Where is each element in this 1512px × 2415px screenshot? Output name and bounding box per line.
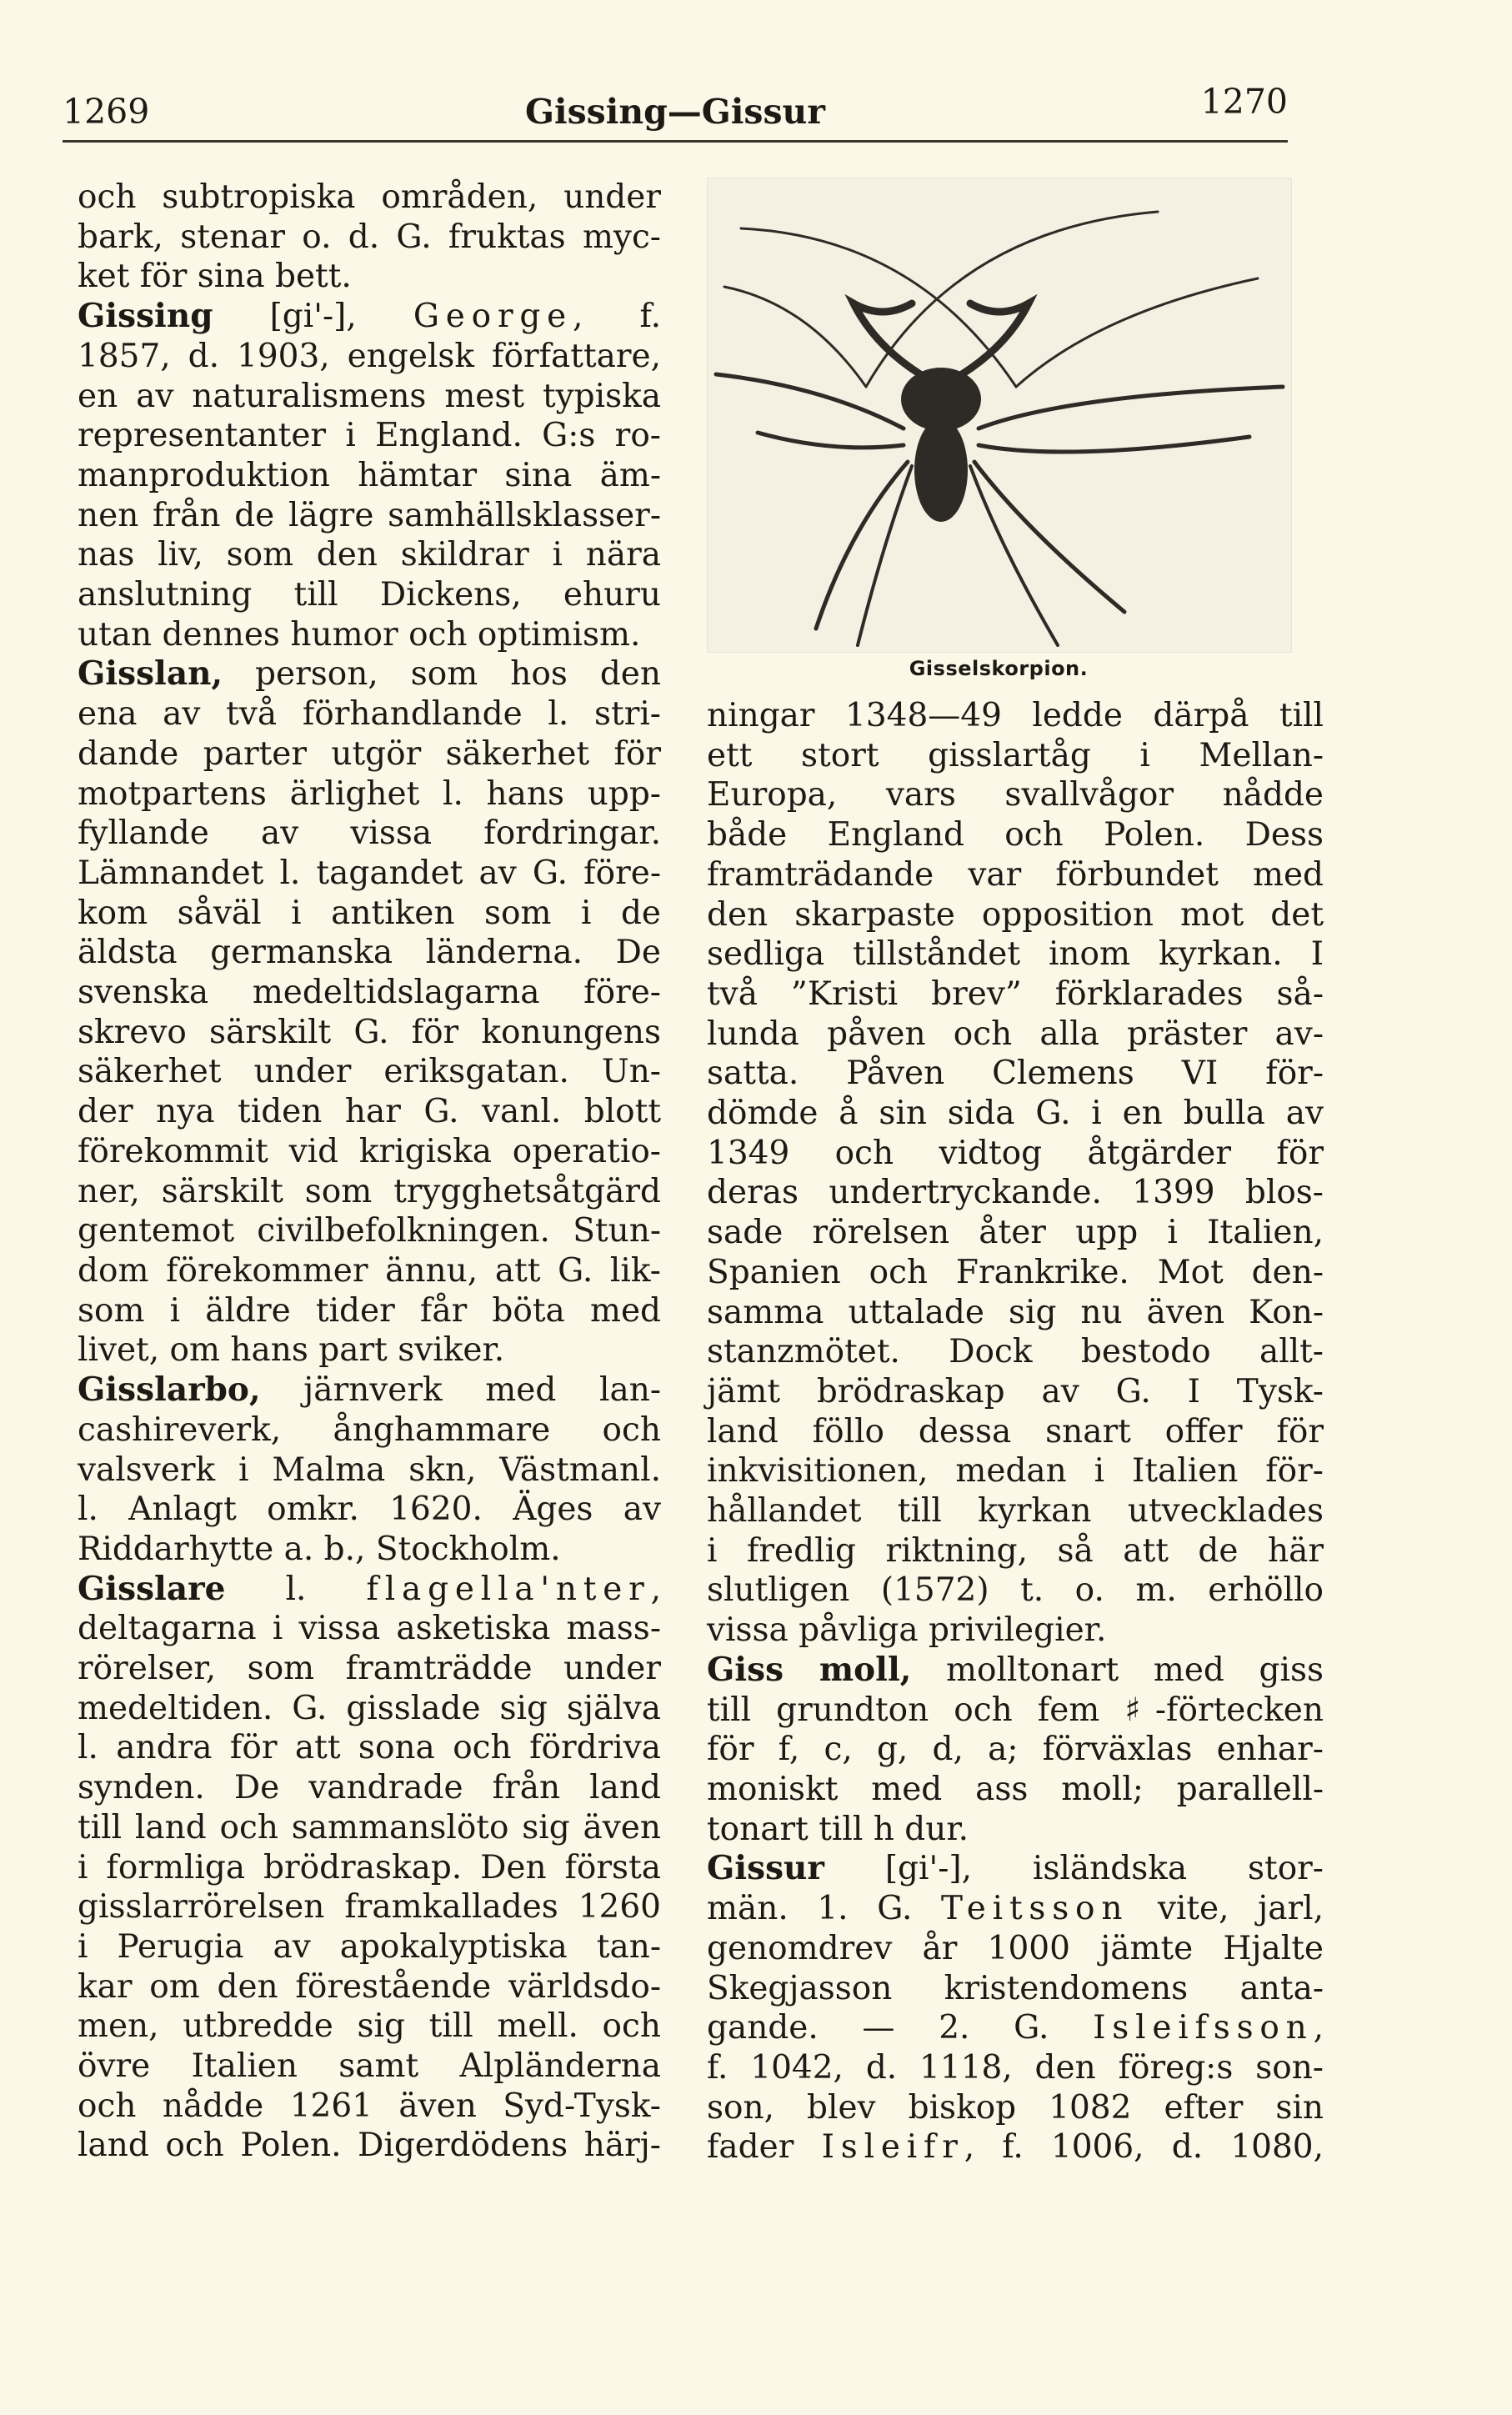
- line-text: ett stort gisslartåg i Mellan-: [707, 736, 1324, 774]
- line-text: bark, stenar o. d. G. fruktas myc-: [78, 218, 661, 256]
- line-text: dom förekommer ännu, att G. lik-: [78, 1251, 661, 1290]
- line-text: gande. — 2. G.: [707, 2009, 1094, 2047]
- line-text: sade rörelsen åter upp i Italien,: [707, 1214, 1324, 1252]
- text-line: [707, 1969, 1324, 2009]
- text-line: [707, 2008, 1324, 2048]
- line-text: kar om den förestående världsdo-: [78, 1967, 661, 2006]
- text-line: [707, 2088, 1324, 2128]
- line-text: jämt brödraskap av G. I Tysk-: [707, 1372, 1324, 1410]
- line-text: representanter i England. G:s ro-: [78, 417, 661, 455]
- text-line: [78, 1251, 661, 1291]
- line-text: förekommit vid krigiska operatio-: [78, 1132, 661, 1170]
- line-tail: , f.: [573, 298, 661, 336]
- text-line: [78, 694, 661, 734]
- text-line: [707, 975, 1324, 1015]
- entry-headword: Gisslarbo,: [78, 1370, 261, 1410]
- right-column: [707, 696, 1324, 2167]
- line-text: gentemot civilbefolkningen. Stun-: [78, 1212, 661, 1250]
- line-text: l. andra för att sona och fördriva: [78, 1729, 661, 1767]
- line-text: [gi'-],: [213, 298, 413, 336]
- text-line: [78, 1848, 661, 1888]
- line-text: motpartens ärlighet l. hans upp-: [78, 774, 661, 813]
- line-text: satta. Påven Clemens VI för-: [707, 1055, 1324, 1093]
- line-text: nen från de lägre samhällsklasser-: [78, 496, 661, 534]
- line-text: hållandet till kyrkan utvecklades: [707, 1492, 1324, 1531]
- whip-scorpion-illustration: [708, 178, 1291, 652]
- line-text: vissa påvliga privilegier.: [707, 1611, 1107, 1650]
- line-text: Lämnandet l. tagandet av G. före-: [78, 854, 661, 892]
- left-column: [78, 178, 661, 2166]
- text-line: [78, 1013, 661, 1053]
- text-line: [707, 1849, 1324, 1889]
- line-text: till grundton och fem ♯-förtecken: [707, 1691, 1324, 1729]
- text-line: [707, 1491, 1324, 1531]
- line-text: en av naturalismens mest typiska: [78, 377, 661, 415]
- text-line: [78, 218, 661, 258]
- line-text: cashireverk, ånghammare och: [78, 1410, 661, 1449]
- line-text: nas liv, som den skildrar i nära: [78, 536, 661, 574]
- text-line: [78, 416, 661, 456]
- line-tail: ,: [650, 1570, 661, 1608]
- text-line: [707, 934, 1324, 975]
- line-text: samma uttalade sig nu även Kon-: [707, 1293, 1324, 1331]
- line-text: Riddarhytte a. b., Stockholm.: [78, 1530, 561, 1568]
- line-text: i Perugia av apokalyptiska tan-: [78, 1927, 661, 1966]
- text-line: [78, 1410, 661, 1451]
- text-line: [707, 815, 1324, 855]
- line-text: stanzmötet. Dock bestodo allt-: [707, 1333, 1324, 1371]
- text-line: [78, 377, 661, 417]
- line-text: ningar 1348—49 ledde därpå till: [707, 697, 1324, 734]
- line-text: moniskt med ass moll; parallell-: [707, 1770, 1324, 1808]
- text-line: [78, 654, 661, 694]
- line-text: fyllande av vissa fordringar.: [78, 814, 661, 853]
- spaced-name: Isleifr: [821, 2128, 964, 2167]
- entry-headword: Gisslare: [78, 1569, 226, 1608]
- text-line: [707, 1173, 1324, 1213]
- text-line: [78, 575, 661, 615]
- line-text: utan dennes humor och optimism.: [78, 615, 641, 654]
- line-text: äldsta germanska länderna. De: [78, 934, 661, 972]
- text-line: [707, 696, 1324, 736]
- line-text: Skegjasson kristendomens anta-: [707, 1969, 1324, 2007]
- running-header: [63, 82, 1288, 143]
- line-text: Spanien och Frankrike. Mot den-: [707, 1253, 1324, 1291]
- text-line: [707, 1810, 1324, 1850]
- line-text: l.: [225, 1570, 367, 1608]
- text-line: [707, 1531, 1324, 1571]
- entry-headword: Gissur: [707, 1849, 824, 1888]
- text-line: [78, 1967, 661, 2007]
- running-title: Gissing—Gissur: [525, 92, 825, 132]
- spaced-name: Teitsson: [941, 1890, 1129, 1928]
- line-text: i formliga brödraskap. Den första: [78, 1848, 661, 1886]
- text-line: [78, 933, 661, 973]
- text-line: [707, 1611, 1324, 1651]
- text-line: [78, 1649, 661, 1689]
- text-line: [78, 1530, 661, 1570]
- text-line: [707, 1213, 1324, 1253]
- line-text: 1349 och vidtog åtgärder för: [707, 1134, 1324, 1172]
- text-line: [78, 774, 661, 814]
- line-text: manproduktion hämtar sina äm-: [78, 456, 661, 494]
- text-line: [78, 854, 661, 894]
- text-line: [707, 1929, 1324, 1969]
- text-line: [78, 1689, 661, 1729]
- text-line: [78, 1768, 661, 1808]
- line-text: tonart till h dur.: [707, 1810, 969, 1848]
- text-line: [707, 855, 1324, 895]
- line-text: ner, särskilt som trygghetsåtgärd: [78, 1172, 661, 1210]
- text-line: [78, 1808, 661, 1848]
- text-line: [78, 535, 661, 575]
- entry-headword: Giss moll,: [707, 1650, 912, 1689]
- line-text: molltonart med giss: [911, 1651, 1324, 1689]
- text-line: [78, 1451, 661, 1491]
- page-number-right: 1270: [1200, 82, 1288, 122]
- line-text: den skarpaste opposition mot det: [707, 895, 1324, 934]
- line-text: fader: [707, 2128, 822, 2167]
- text-line: [78, 1728, 661, 1768]
- line-text: valsverk i Malma skn, Västmanl.: [78, 1451, 661, 1489]
- spaced-name: flagella'nter: [366, 1570, 651, 1608]
- text-line: [707, 1571, 1324, 1611]
- line-text: f. 1042, d. 1118, den föreg:s son-: [707, 2048, 1324, 2087]
- line-text: för f, c, g, d, a; förväxlas enhar-: [707, 1731, 1324, 1769]
- line-text: l. Anlagt omkr. 1620. Äges av: [78, 1491, 661, 1529]
- line-text: rörelser, som framträdde under: [78, 1650, 661, 1688]
- line-text: som i äldre tider får böta med: [78, 1291, 661, 1330]
- figure-whip-scorpion: [707, 178, 1292, 653]
- line-text: säkerhet under eriksgatan. Un-: [78, 1053, 661, 1091]
- line-text: kom såväl i antiken som i de: [78, 894, 661, 932]
- text-line: [707, 1332, 1324, 1372]
- text-line: [78, 894, 661, 934]
- text-line: [78, 2007, 661, 2047]
- line-text: män. 1. G.: [707, 1890, 941, 1928]
- text-line: [78, 1927, 661, 1967]
- text-line: [78, 1490, 661, 1530]
- text-line: [78, 814, 661, 854]
- line-text: och nådde 1261 även Syd-Tysk-: [78, 2087, 661, 2125]
- line-text: ket för sina bett.: [78, 258, 352, 296]
- line-text: livet, om hans part sviker.: [78, 1331, 505, 1370]
- text-line: [78, 734, 661, 774]
- entry-headword: Gisslan,: [78, 654, 223, 694]
- text-line: [78, 337, 661, 377]
- text-line: [78, 1172, 661, 1212]
- text-line: [707, 895, 1324, 935]
- line-text: Europa, vars svallvågor nådde: [707, 776, 1324, 814]
- text-line: [78, 456, 661, 496]
- line-text: land och Polen. Digerdödens härj-: [78, 2127, 661, 2165]
- line-text: [gi'-], isländska stor-: [824, 1850, 1324, 1888]
- text-line: [707, 1691, 1324, 1731]
- spaced-name: George: [413, 298, 573, 336]
- line-text: son, blev biskop 1082 efter sin: [707, 2088, 1324, 2127]
- text-line: [707, 2048, 1324, 2088]
- line-text: land föllo dessa snart offer för: [707, 1412, 1324, 1451]
- line-text: skrevo särskilt G. för konungens: [78, 1013, 661, 1051]
- line-text: genomdrev år 1000 jämte Hjalte: [707, 1929, 1324, 1967]
- entry-headword: Gissing: [78, 297, 213, 336]
- text-line: [78, 1570, 661, 1610]
- line-text: sedliga tillståndet inom kyrkan. I: [707, 935, 1324, 974]
- text-line: [707, 1015, 1324, 1055]
- line-text: 1857, d. 1903, engelsk författare,: [78, 337, 661, 375]
- text-line: [78, 973, 661, 1013]
- text-line: [78, 257, 661, 297]
- text-line: [707, 1770, 1324, 1810]
- text-line: [707, 1372, 1324, 1412]
- line-text: deras undertryckande. 1399 blos-: [707, 1174, 1324, 1212]
- line-tail: , f. 1006, d. 1080,: [964, 2128, 1324, 2167]
- text-line: [707, 775, 1324, 815]
- text-line: [707, 1412, 1324, 1452]
- line-text: både England och Polen. Dess: [707, 816, 1324, 854]
- line-text: gisslarrörelsen framkallades 1260: [78, 1888, 661, 1926]
- line-text: till land och sammanslöto sig även: [78, 1808, 661, 1846]
- line-text: men, utbredde sig till mell. och: [78, 2007, 661, 2046]
- text-line: [78, 297, 661, 337]
- line-text: i fredlig riktning, så att de här: [707, 1531, 1324, 1570]
- text-line: [707, 1054, 1324, 1094]
- text-line: [707, 736, 1324, 776]
- text-line: [78, 1211, 661, 1251]
- line-text: två ”Kristi brev” förklarades så-: [707, 975, 1324, 1013]
- line-text: anslutning till Dickens, ehuru: [78, 576, 661, 614]
- text-line: [707, 1889, 1324, 1929]
- line-text: lunda påven och alla präster av-: [707, 1015, 1324, 1053]
- line-text: medeltiden. G. gisslade sig själva: [78, 1689, 661, 1727]
- line-text: dande parter utgör säkerhet för: [78, 734, 661, 773]
- page-number-left: 1269: [63, 92, 150, 132]
- line-text: der nya tiden har G. vanl. blott: [78, 1093, 661, 1131]
- text-line: [78, 496, 661, 536]
- text-line: [78, 1092, 661, 1132]
- text-line: [78, 1330, 661, 1370]
- text-line: [707, 1253, 1324, 1293]
- line-text: person, som hos den: [223, 655, 661, 694]
- line-text: dömde å sin sida G. i en bulla av: [707, 1095, 1324, 1133]
- text-line: [78, 1291, 661, 1331]
- text-line: [707, 1451, 1324, 1491]
- line-text: framträdande var förbundet med: [707, 855, 1324, 894]
- line-text: deltagarna i vissa asketiska mass-: [78, 1610, 661, 1648]
- text-line: [707, 1094, 1324, 1134]
- text-line: [78, 2126, 661, 2166]
- line-text: slutligen (1572) t. o. m. erhöllo: [707, 1571, 1324, 1610]
- line-text: synden. De vandrade från land: [78, 1769, 661, 1807]
- text-line: [707, 1293, 1324, 1333]
- text-line: [707, 2127, 1324, 2167]
- text-line: [78, 1132, 661, 1172]
- line-text: järnverk med lan-: [260, 1371, 661, 1410]
- line-text: svenska medeltidslagarna före-: [78, 974, 661, 1012]
- text-line: [78, 1370, 661, 1410]
- line-tail: ,: [1313, 2009, 1324, 2047]
- text-line: [707, 1651, 1324, 1691]
- text-line: [78, 1052, 661, 1092]
- line-tail: vite, jarl,: [1129, 1890, 1324, 1928]
- text-line: [78, 2047, 661, 2087]
- text-line: [78, 1887, 661, 1927]
- text-line: [78, 178, 661, 218]
- text-line: [707, 1730, 1324, 1770]
- text-line: [707, 1134, 1324, 1174]
- text-line: [78, 615, 661, 655]
- spaced-name: Isleifsson: [1093, 2009, 1314, 2047]
- line-text: och subtropiska områden, under: [78, 178, 661, 216]
- text-line: [78, 1609, 661, 1649]
- line-text: inkvisitionen, medan i Italien för-: [707, 1452, 1324, 1491]
- figure-caption: Gisselskorpion.: [909, 657, 1089, 680]
- text-line: [78, 2087, 661, 2127]
- line-text: övre Italien samt Alpländerna: [78, 2047, 661, 2086]
- line-text: ena av två förhandlande l. stri-: [78, 695, 661, 734]
